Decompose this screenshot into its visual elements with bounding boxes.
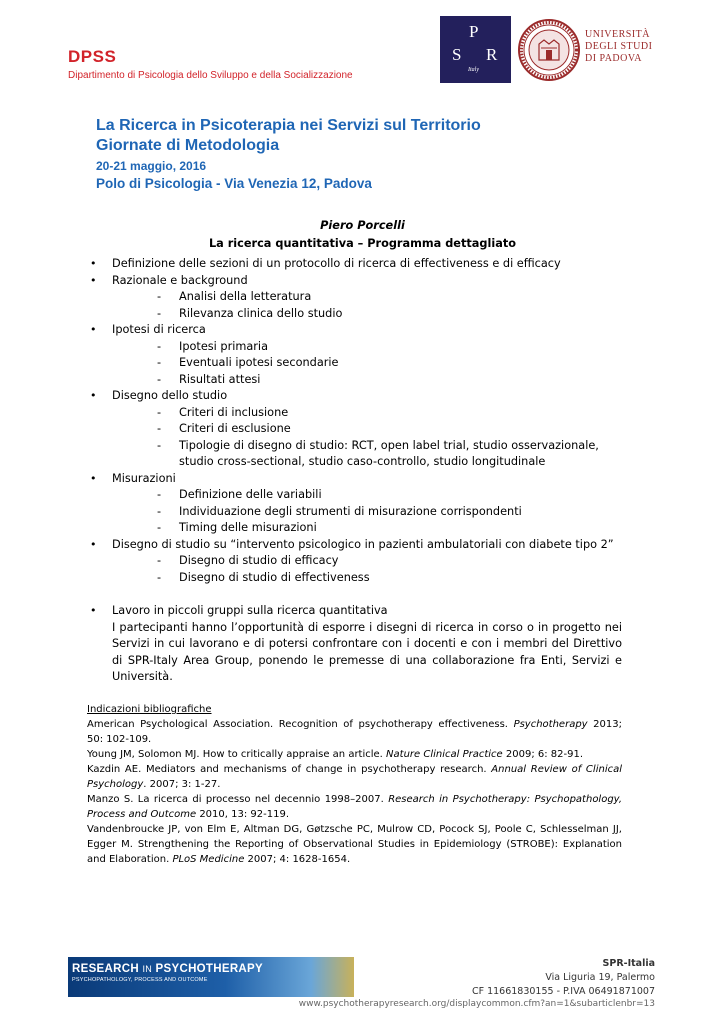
bullet-icon: •	[90, 323, 97, 336]
program-subitem	[90, 355, 622, 372]
footer-org: SPR-Italia	[602, 958, 655, 969]
dash-marker: -	[157, 405, 162, 419]
event-heading	[96, 116, 481, 193]
dash-marker: -	[157, 504, 162, 518]
reference-item	[87, 762, 622, 792]
reference-journal: PLoS Medicine	[172, 854, 245, 865]
footer-tax: CF 11661830155 - P.IVA 06491871007	[471, 986, 655, 997]
university-name-line1: UNIVERSITÀ	[585, 29, 650, 40]
program-item	[90, 471, 622, 488]
program-item	[90, 273, 622, 290]
bullet-icon: •	[90, 389, 97, 402]
dash-marker: -	[157, 554, 162, 567]
program-subitem-label: Definizione delle variabili	[179, 488, 322, 501]
dash-marker: -	[157, 521, 162, 534]
program-title: La ricerca quantitativa – Programma dettagliato	[208, 237, 517, 250]
journal-banner	[68, 957, 354, 997]
program-items	[90, 256, 622, 586]
bullet-icon: •	[90, 257, 97, 270]
dash-marker: -	[157, 290, 162, 303]
program-item-label: Disegno di studio su “intervento psicologico in pazienti ambulatoriali con diabete tipo 2”	[112, 537, 614, 551]
dash-marker: -	[157, 339, 162, 353]
event-title: La Ricerca in Psicoterapia nei Servizi sul Territorio	[96, 117, 481, 134]
program-item-label: Disegno dello studio	[112, 389, 228, 402]
spacer	[90, 586, 622, 603]
program-subitem	[90, 306, 622, 323]
reference-journal: Annual Review of Clinical Psychology	[87, 764, 622, 790]
reference-text: Manzo S. La ricerca di processo nel decennio 1998–2007.	[87, 794, 389, 805]
reference-citation: 2007; 4: 1628-1654.	[244, 854, 351, 865]
dpss-subtitle: Dipartimento di Psicologia dello Sviluppo e della Socializzazione	[68, 70, 353, 81]
program-subitem	[90, 520, 622, 537]
program-subitem	[90, 289, 622, 306]
bullet-icon: •	[90, 273, 97, 287]
program-item-description: I partecipanti hanno l’opportunità di esporre i disegni di ricerca in corso o in progetto nei Servizi in cui lavorano e di potersi confrontare con i docenti e con i membri del Direttivo di SPR-Italy Area Group, ponendo le premesse di una collaborazione fra Enti, Servizi e Università.	[112, 620, 622, 683]
program-subitem-label: Tipologie di disegno di studio: RCT, open label trial, studio osservazionale, studio cross-sectional, studio caso-controllo, studio longitudinale	[179, 438, 599, 468]
program-subitem	[90, 421, 622, 438]
spr-logo-italy: Italy	[468, 67, 479, 73]
event-subtitle: Giornate di Metodologia	[96, 137, 280, 154]
program-subitem-label: Criteri di inclusione	[179, 405, 289, 419]
university-name-line2: DEGLI STUDI	[585, 41, 653, 52]
reference-item	[87, 717, 622, 747]
reference-text: Kazdin AE. Mediators and mechanisms of change in psychotherapy research.	[87, 764, 492, 775]
spr-logo-p: P	[469, 22, 479, 41]
dpss-title: DPSS	[68, 47, 117, 66]
bullet-icon: •	[90, 471, 97, 485]
reference-text: Young JM, Solomon MJ. How to critically appraise an article.	[87, 749, 387, 760]
program-subitem-label: Disegno di studio di effectiveness	[179, 570, 370, 584]
program-subitem-label: Eventuali ipotesi secondarie	[179, 356, 339, 369]
dash-marker: -	[157, 570, 162, 584]
footer-address: Via Liguria 19, Palermo	[545, 972, 655, 983]
program-subitem	[90, 504, 622, 521]
spr-logo	[440, 16, 511, 83]
spr-logo-r: R	[486, 45, 498, 64]
author-name: Piero Porcelli	[320, 219, 405, 232]
reference-item	[87, 792, 622, 822]
footer-url: www.psychotherapyresearch.org/displaycommon.cfm?an=1&subarticlenbr=13	[298, 999, 655, 1009]
dash-marker: -	[157, 438, 162, 452]
program-item-workgroup	[90, 603, 622, 686]
dash-marker: -	[157, 356, 162, 369]
references-heading: Indicazioni bibliografiche	[87, 704, 212, 715]
program-item	[90, 256, 622, 273]
reference-citation: . 2007; 3: 1-27.	[143, 779, 221, 790]
program-item-label: Ipotesi di ricerca	[112, 323, 206, 336]
program-subitem-label: Ipotesi primaria	[179, 339, 268, 353]
program-subitem	[90, 570, 622, 587]
program-subitem	[90, 339, 622, 356]
banner-title-in: IN	[142, 964, 153, 974]
program-subitem	[90, 405, 622, 422]
reference-citation: 2010, 13: 92-119.	[196, 809, 289, 820]
program-item-label: Lavoro in piccoli gruppi sulla ricerca quantitativa	[112, 604, 388, 617]
reference-item	[87, 822, 622, 867]
program-item	[90, 537, 622, 554]
dash-marker: -	[157, 488, 162, 501]
program-item	[90, 388, 622, 405]
reference-journal: Research in Psychotherapy: Psychopathology, Process and Outcome	[87, 794, 623, 820]
program-item-label: Misurazioni	[112, 471, 176, 485]
program-subitem	[90, 372, 622, 389]
banner-title-research: RESEARCH	[72, 963, 139, 975]
banner-subtitle: PSYCHOPATHOLOGY, PROCESS AND OUTCOME	[72, 977, 208, 983]
program-subitem	[90, 487, 622, 504]
reference-citation: 2013; 50: 102-109.	[87, 719, 622, 745]
reference-journal: Nature Clinical Practice	[386, 749, 503, 760]
footer-contact	[472, 957, 655, 999]
university-name-line3: DI PADOVA	[585, 53, 643, 64]
program-subitem	[90, 553, 622, 570]
reference-journal: Psychotherapy	[513, 719, 588, 730]
bullet-icon: •	[90, 537, 97, 551]
university-name	[585, 29, 652, 65]
university-seal-icon	[517, 18, 581, 82]
program-subitem	[90, 438, 622, 471]
program-subitem-label: Rilevanza clinica dello studio	[179, 306, 343, 320]
program-subitem-label: Individuazione degli strumenti di misurazione corrispondenti	[179, 504, 522, 518]
dpss-header	[68, 48, 353, 81]
reference-text: American Psychological Association. Recognition of psychotherapy effectiveness.	[87, 719, 514, 730]
program-subitem-label: Timing delle misurazioni	[179, 521, 317, 534]
bullet-icon: •	[90, 604, 97, 617]
program-item	[90, 322, 622, 339]
program-item-label: Definizione delle sezioni di un protocollo di ricerca di effectiveness e di efficacy	[112, 257, 561, 270]
program-subitem-label: Criteri di esclusione	[179, 422, 291, 435]
event-date: 20-21 maggio, 2016	[96, 159, 207, 173]
dash-marker: -	[157, 306, 162, 320]
program-outline	[90, 256, 622, 686]
spr-logo-s: S	[452, 45, 462, 64]
program-subitem-label: Analisi della letteratura	[179, 290, 312, 303]
references	[87, 702, 622, 867]
banner-title-psychotherapy: PSYCHOTHERAPY	[155, 963, 263, 975]
reference-citation: 2009; 6: 82-91.	[502, 749, 584, 760]
reference-text: Vandenbroucke JP, von Elm E, Altman DG, Gøtzsche PC, Mulrow CD, Pocock SJ, Poole C, Schlesselman JJ, Egger M. Strengthening the Reporting of Observational Studies in Epidemiology (STROBE): Explanation and Elaboration.	[87, 824, 622, 865]
reference-item	[87, 747, 622, 762]
program-subitem-label: Risultati attesi	[179, 372, 261, 386]
event-place: Polo di Psicologia - Via Venezia 12, Padova	[96, 176, 372, 191]
program-item-label: Razionale e background	[112, 273, 248, 287]
banner-title	[72, 963, 354, 975]
dash-marker: -	[157, 422, 162, 435]
dash-marker: -	[157, 372, 162, 386]
program-subitem-label: Disegno di studio di efficacy	[179, 554, 339, 567]
references-list	[87, 717, 622, 867]
